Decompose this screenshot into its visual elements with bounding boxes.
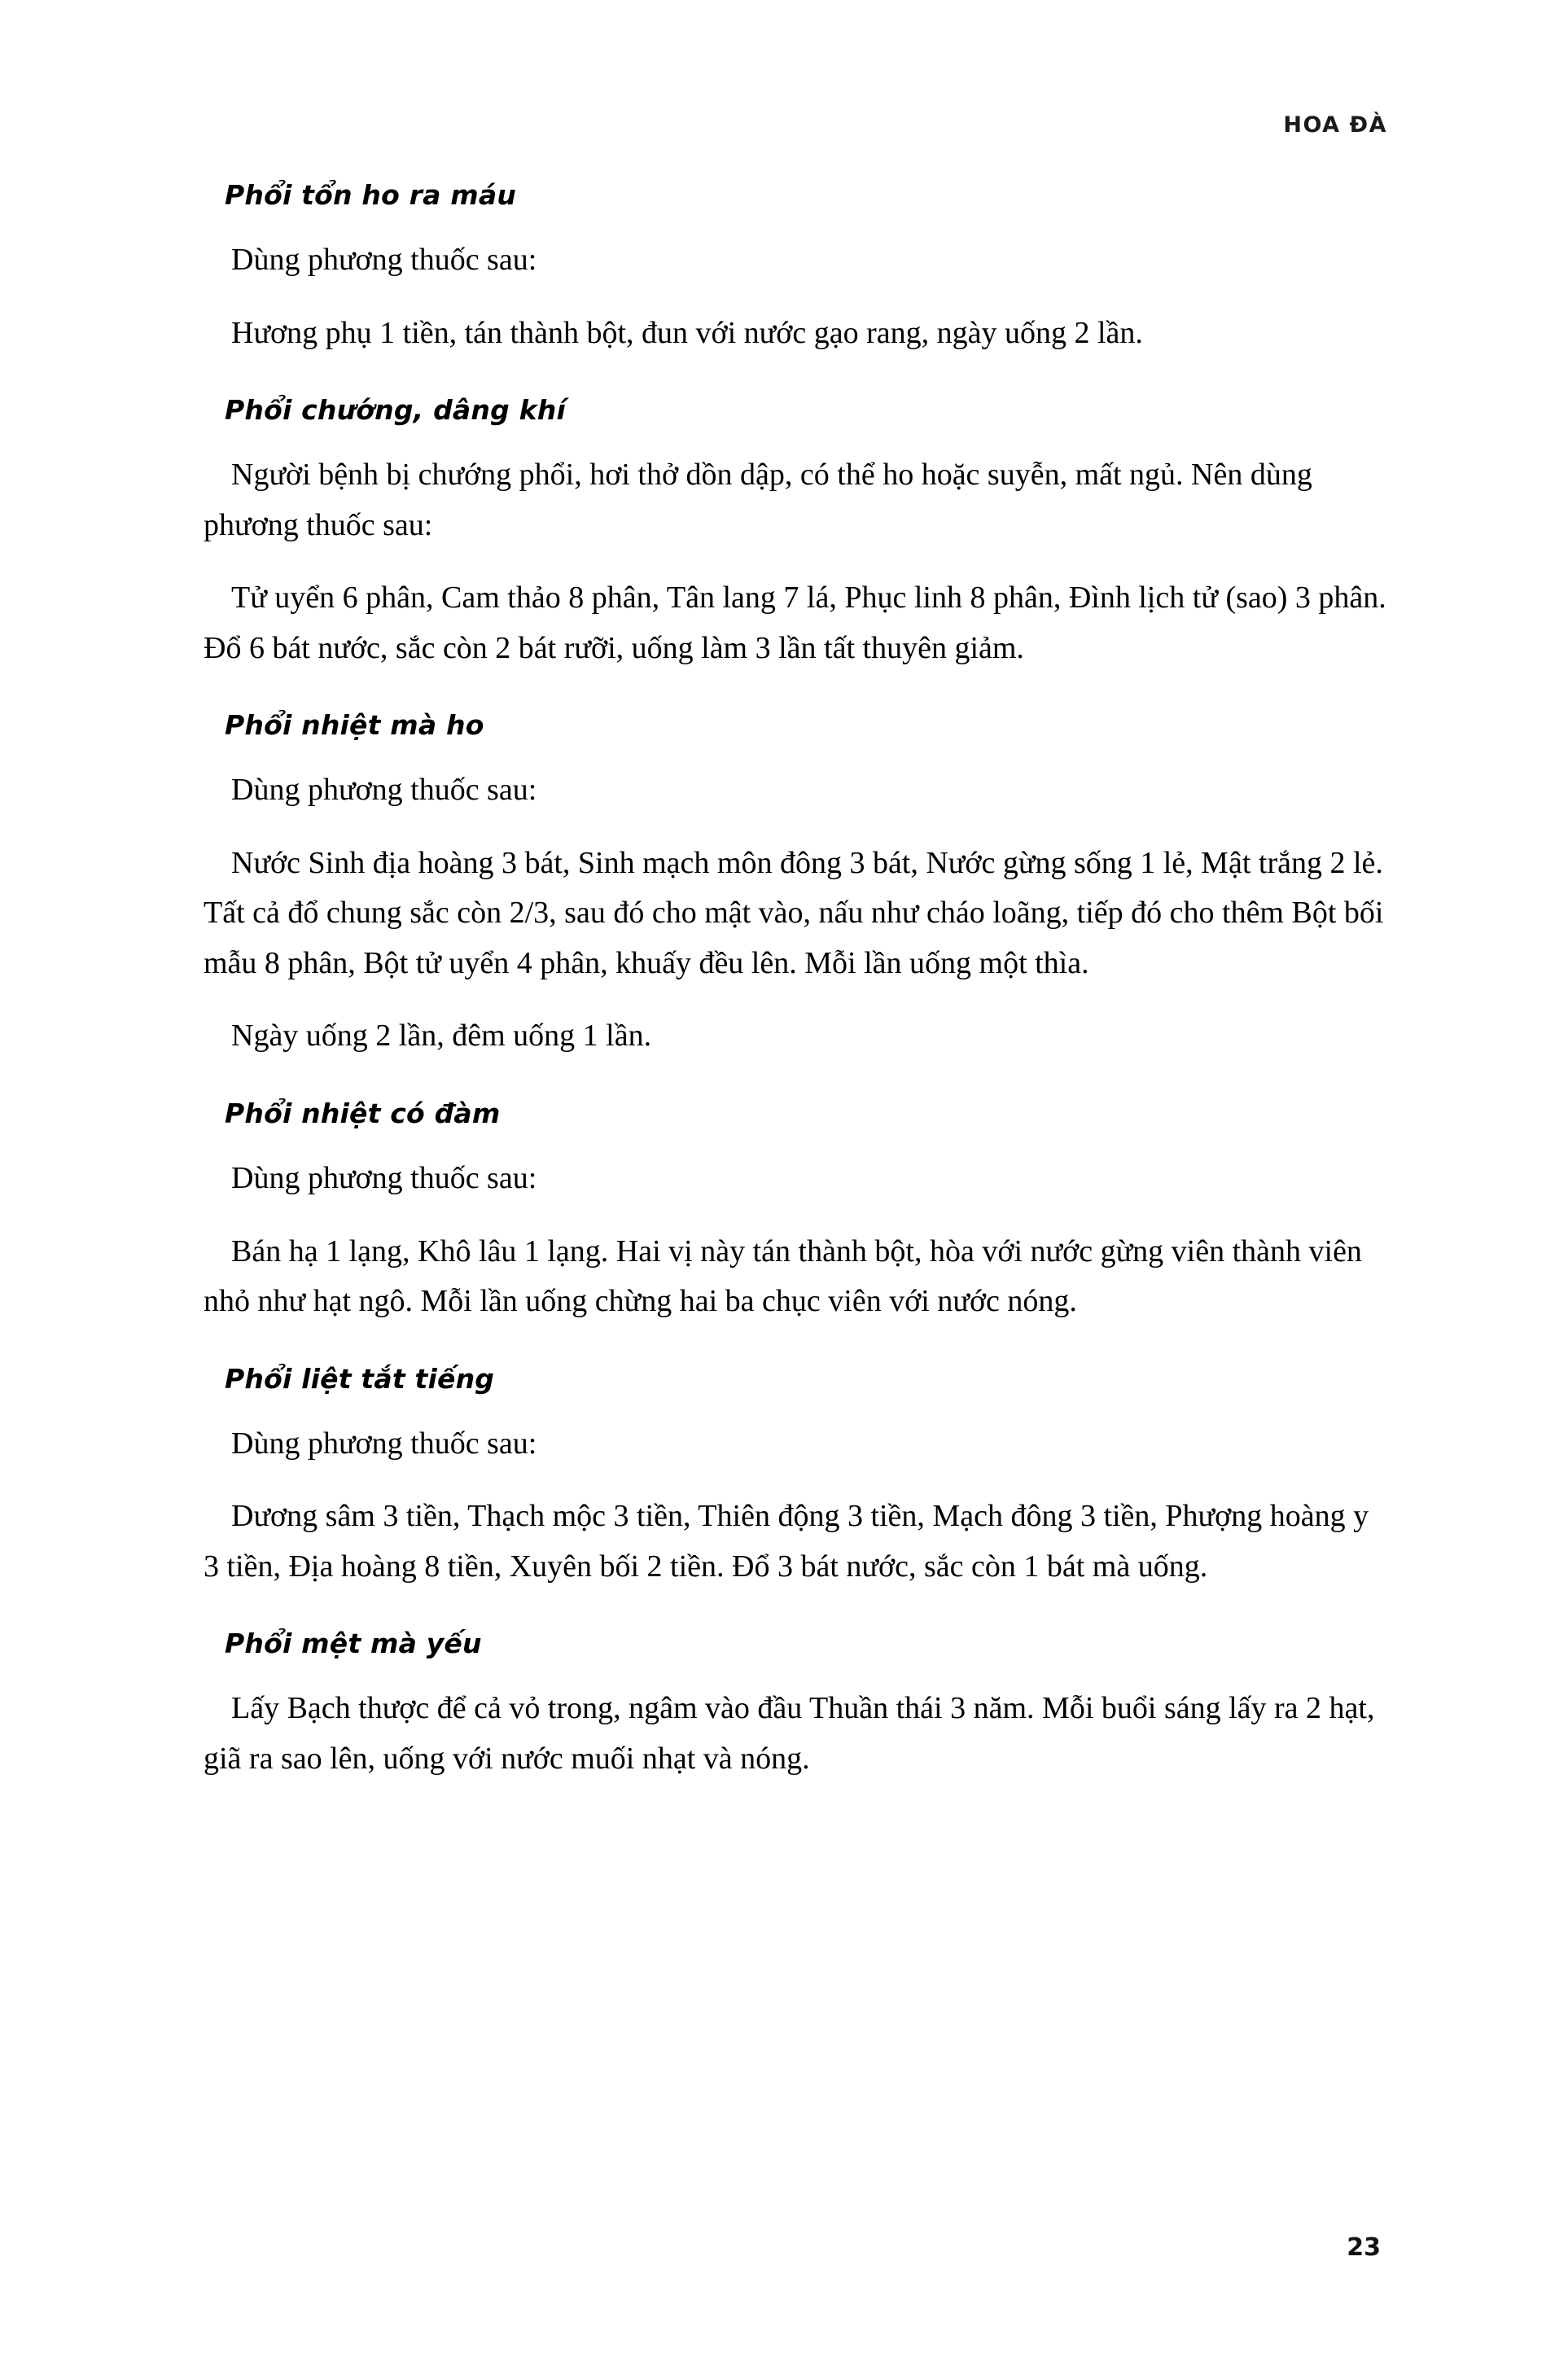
body-paragraph: Người bệnh bị chướng phổi, hơi thở dồn dập, có thể ho hoặc suyễn, mất ngủ. Nên dùng phương thuốc sau: <box>204 458 1312 542</box>
section-heading: Phổi nhiệt mà ho <box>225 709 484 742</box>
section-heading: Phổi chướng, dâng khí <box>225 394 566 427</box>
body-paragraph: Dùng phương thuốc sau: <box>231 243 537 277</box>
body-paragraph: Tử uyển 6 phân, Cam thảo 8 phân, Tân lang 7 lá, Phục linh 8 phân, Đình lịch tử (sao) 3 phân. Đổ 6 bát nước, sắc còn 2 bát rưỡi, uống làm 3 lần tất thuyên giảm. <box>204 581 1386 665</box>
body-paragraph: Bán hạ 1 lạng, Khô lâu 1 lạng. Hai vị này tán thành bột, hòa với nước gừng viên thành viên nhỏ như hạt ngô. Mỗi lần uống chừng hai ba chục viên với nước nóng. <box>204 1233 1362 1319</box>
section-heading: Phổi liệt tắt tiếng <box>225 1362 495 1395</box>
body-paragraph: Nước Sinh địa hoàng 3 bát, Sinh mạch môn đông 3 bát, Nước gừng sống 1 lẻ, Mật trắng 2 lẻ. Tất cả đổ chung sắc còn 2/3, sau đó cho mật vào, nấu như cháo loãng, tiếp đó cho thêm Bột bối mẫu 8 phân, Bột tử uyển 4 phân, khuấy đều lên. Mỗi lần uống một thìa. <box>204 845 1384 980</box>
page-content <box>204 179 1389 1784</box>
page-number: 23 <box>1347 2233 1381 2262</box>
body-paragraph: Dùng phương thuốc sau: <box>231 1426 537 1461</box>
body-paragraph: Hương phụ 1 tiền, tán thành bột, đun với nước gạo rang, ngày uống 2 lần. <box>231 315 1143 350</box>
body-paragraph: Ngày uống 2 lần, đêm uống 1 lần. <box>231 1019 652 1054</box>
body-paragraph: Dùng phương thuốc sau: <box>231 1161 537 1196</box>
section-heading: Phổi mệt mà yếu <box>225 1628 482 1660</box>
body-paragraph: Dương sâm 3 tiền, Thạch mộc 3 tiền, Thiên động 3 tiền, Mạch đông 3 tiền, Phượng hoàng y 3 tiền, Địa hoàng 8 tiền, Xuyên bối 2 tiền. Đổ 3 bát nước, sắc còn 1 bát mà uống. <box>204 1499 1369 1584</box>
body-paragraph: Dùng phương thuốc sau: <box>231 773 537 808</box>
section-heading: Phổi nhiệt có đàm <box>225 1098 501 1130</box>
running-head: HOA ĐÀ <box>1283 112 1387 138</box>
body-paragraph: Lấy Bạch thược để cả vỏ trong, ngâm vào đầu Thuần thái 3 năm. Mỗi buổi sáng lấy ra 2 hạt, giã ra sao lên, uống với nước muối nhạt và nóng. <box>204 1691 1375 1776</box>
section-heading: Phổi tổn ho ra máu <box>225 179 517 211</box>
